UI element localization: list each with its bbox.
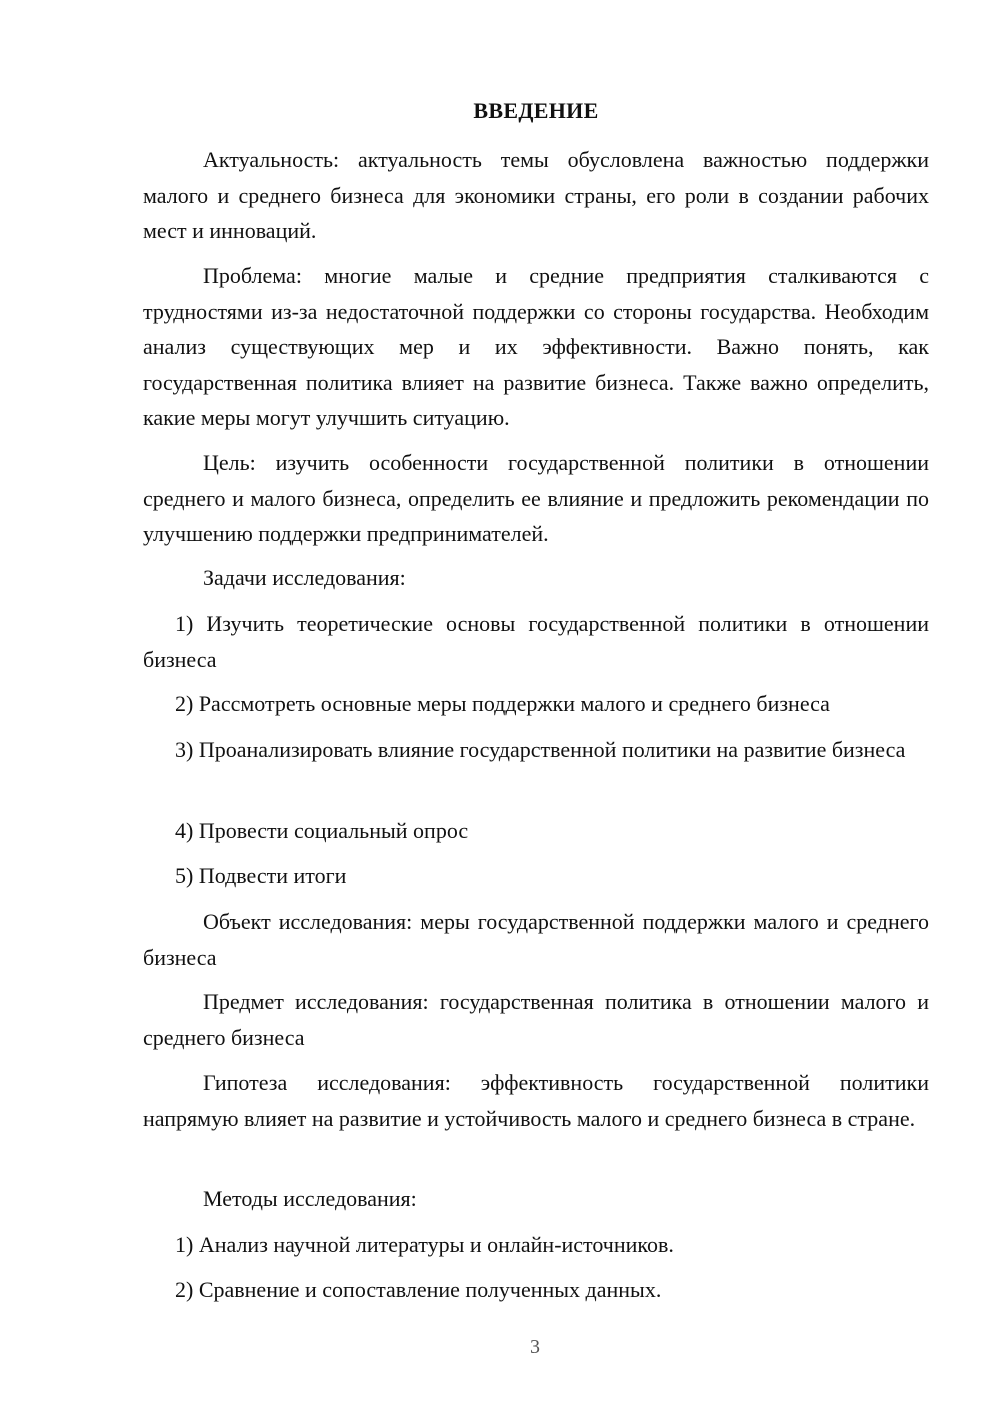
task-item-2: 2) Рассмотреть основные меры поддержки малого и среднего бизнеса [175, 691, 830, 716]
relevance-paragraph: Актуальность: актуальность темы обусловлена важностью поддержки малого и среднего бизнеса для экономики страны, его роли в создании рабочих мест и инноваций. [143, 147, 929, 243]
tasks-heading: Задачи исследования: [203, 565, 406, 590]
method-item-2: 2) Сравнение и сопоставление полученных данных. [175, 1277, 662, 1302]
page-number: 3 [530, 1336, 540, 1358]
goal-paragraph: Цель: изучить особенности государственной политики в отношении среднего и малого бизнеса, определить ее влияние и предложить рекомендации по улучшению поддержки предпринимателей. [143, 450, 929, 546]
task-item-4: 4) Провести социальный опрос [175, 818, 469, 843]
problem-paragraph: Проблема: многие малые и средние предприятия сталкиваются с трудностями из-за недостаточной поддержки со стороны государства. Необходим анализ существующих мер и их эффективности. Важно понять, как государственная политика влияет на развитие бизнеса. Также важно определить, какие меры могут улучшить ситуацию. [143, 263, 929, 430]
hypothesis-paragraph: Гипотеза исследования: эффективность государственной политики напрямую влияет на развитие и устойчивость малого и среднего бизнеса в стране. [143, 1070, 929, 1131]
task-item-1: 1) Изучить теоретические основы государственной политики в отношении бизнеса [143, 611, 929, 672]
object-paragraph: Объект исследования: меры государственной поддержки малого и среднего бизнеса [143, 909, 929, 970]
methods-heading: Методы исследования: [203, 1186, 417, 1211]
task-item-3: 3) Проанализировать влияние государственной политики на развитие бизнеса [175, 737, 906, 762]
task-item-5: 5) Подвести итоги [175, 863, 347, 888]
method-item-1: 1) Анализ научной литературы и онлайн-источников. [175, 1232, 674, 1257]
subject-paragraph: Предмет исследования: государственная политика в отношении малого и среднего бизнеса [143, 989, 929, 1050]
section-title: ВВЕДЕНИЕ [473, 98, 599, 123]
